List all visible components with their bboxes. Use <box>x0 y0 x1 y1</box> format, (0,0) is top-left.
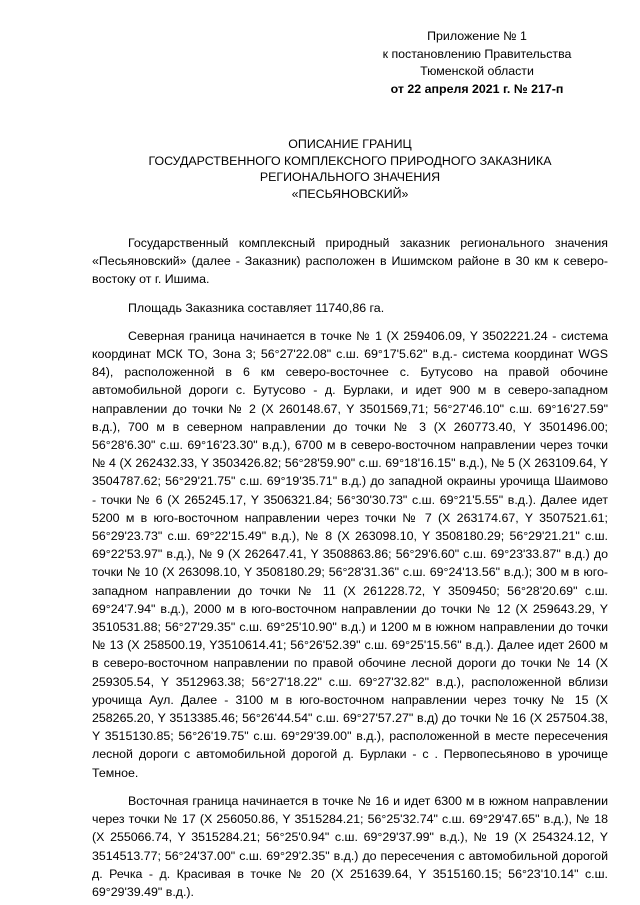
appendix-date-number: от 22 апреля 2021 г. № 217-п <box>390 81 564 96</box>
appendix-region: Тюменской области <box>420 64 534 78</box>
appendix-decree-ref: к постановлению Правительства <box>382 46 572 61</box>
heading-line-4: «ПЕСЬЯНОВСКИЙ» <box>291 186 409 201</box>
area-paragraph: Площадь Заказника составляет 11740,86 га. <box>128 300 385 315</box>
heading-line-3: РЕГИОНАЛЬНОГО ЗНАЧЕНИЯ <box>259 170 441 184</box>
north-boundary-paragraph: Северная граница начинается в точке № 1 (X 259406.09, Y 3502221.24 - система координат МСК ТО, Зона 3; 56°27'22.08" с.ш. 69°17'5.62" в.д.- система координат WGS 84), расположенной в 6 км северо-восточнее с. Бутусово на правой обочине автомобильной дороги с. Бутусово - д. Бурлаки, и идет 900 м в северо-западном направлении до точки № 2 (X 260148.67, Y 3501569,71; 56°27'46.10" с.ш. 69°16'27.59" в.д.), 700 м в северном направлении до точки № 3 (X 260773.40, Y 3501496.00; 56°28'6.30" с.ш. 69°16'23.30" в.д.), 6700 м в северо-восточном направлении через точки № 4 (X 262432.33, Y 3503426.82; 56°28'59.90" с.ш. 69°18'16.15" в.д.), № 5 (X 263109.64, Y 3504787.62; 56°29'21.75" с.ш. 69°19'35.71" в.д.) до западной окраины урочища Шаимово - точки № 6 (X 265245.17, Y 3506321.84; 56°30'30.73" с.ш. 69°21'5.55" в.д.). Далее идет 5200 м в юго-восточном направлении через точки № 7 (X 263174.67, Y 3507521.61; 56°29'23.73" с.ш. 69°22'15.49" в.д.), № 8 (X 263098.10, Y 3508180.29; 56°29'21.21" с.ш. 69°22'53.97" в.д.), № 9 (X 262647.41, Y 3508863.86; 56°29'6.60" с.ш. 69°23'33.87" в.д.) до точки № 10 (X 263098.10, Y 3508180.29; 56°28'31.36" с.ш. 69°24'13.56" в.д.); 300 м в юго-западном направлении до точки № 11 (X 261228.72, Y 3509450; 56°28'20.69" с.ш. 69°24'7.94" в.д.), 2000 м в юго-восточном направлении до точки № 12 (X 259643.29, Y 3510531.88; 56°27'29.35" с.ш. 69°25'10.90" в.д.) и 1200 м в южном направлении до точки № 13 (X 258500.19, Y3510614.41; 56°26'52.39" с.ш. 69°25'15.56" в.д.). Далее идет 2600 м в северо-восточном направлении по правой обочине лесной дороги до точки № 14 (X 259305.54, Y 3512963.38; 56°27'18.22" с.ш. 69°27'32.82" в.д.), расположенной вблизи урочища Аул. Далее - 3100 м в юго-восточном направлении через точку № 15 (X 258265.20, Y 3513385.46; 56°26'44.54" с.ш. 69°27'57.27" в.д) до точки № 16 (X 257504.38, Y 3515130.85; 56°26'19.75" с.ш. 69°29'39.00" в.д.), расположенной в месте пересечения лесной дороги с автомобильной дорогой д. Бурлаки - с . Первопесьяново в урочище Темное. <box>92 328 608 780</box>
east-boundary-paragraph: Восточная граница начинается в точке № 16 и идет 6300 м в южном направлении через точки № 17 (X 256050.86, Y 3515284.21; 56°25'32.74" с.ш. 69°29'47.65" в.д.), № 18 (X 255066.74, Y 3515284.21; 56°25'0.94" с.ш. 69°29'37.99" в.д.), № 19 (X 254324.12, Y 3514513.77; 56°24'37.00" с.ш. 69°29'2.35" в.д.) до пересечения с автомобильной дорогой д. Речка - д. Красивая в точке № 20 (X 251639.64, Y 3515160.15; 56°23'10.14" с.ш. 69°29'39.49" в.д.). <box>92 793 608 899</box>
intro-paragraph: Государственный комплексный природный заказник регионального значения «Песьяновский» (далее - Заказник) расположен в Ишимском районе в 30 км к северо-востоку от г. Ишима. <box>92 236 608 287</box>
appendix-title: Приложение № 1 <box>427 29 527 43</box>
heading-line-1: ОПИСАНИЕ ГРАНИЦ <box>288 137 412 151</box>
document-page <box>92 28 608 901</box>
appendix-block <box>346 28 608 98</box>
heading-line-2: ГОСУДАРСТВЕННОГО КОМПЛЕКСНОГО ПРИРОДНОГО ЗАКАЗНИКА <box>148 153 552 168</box>
document-heading <box>92 136 608 202</box>
